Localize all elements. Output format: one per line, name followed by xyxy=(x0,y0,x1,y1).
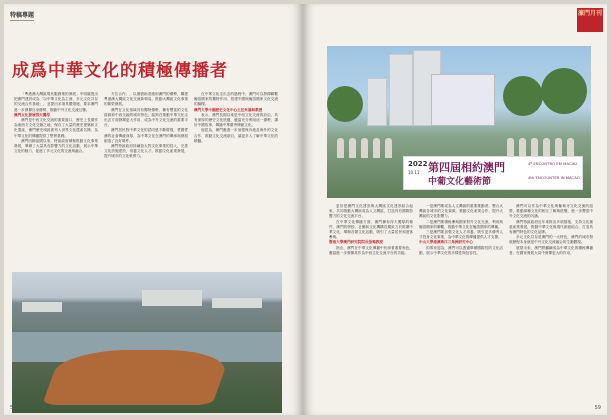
left-column-3 xyxy=(194,92,278,270)
paragraph: 更好把澳門文化建設與大灣區文化建設結合起來，共同推動大灣區成為人文灣區，打造具有國際影響力的文化交流平台。 xyxy=(329,204,413,219)
person xyxy=(567,138,574,158)
right-column-1 xyxy=(329,204,413,408)
photo-building xyxy=(22,302,62,312)
person xyxy=(349,138,356,158)
paragraph: 澳門回歸祖國以來，特區政府積極推動文化事業發展，舉辦了大量具有影響力的文化活動，展示中華文化的魅力，促進了多元文化的交流與融合。 xyxy=(14,138,98,154)
right-column-2 xyxy=(419,204,503,408)
photo-building xyxy=(212,298,262,308)
person xyxy=(361,138,368,158)
paragraph: 澳門居民對中華文化的認同感不斷增強，愛國愛澳的社會傳統深厚，為中華文化在澳門的傳承與發展創造了良好條件。 xyxy=(104,128,188,143)
festival-photo xyxy=(327,46,591,198)
left-column-1 xyxy=(14,92,98,270)
page-number: 59 xyxy=(594,405,601,411)
banner-english-line-1: 4º ENCONTRO EM MACAU xyxy=(528,161,577,166)
photo-tree xyxy=(541,68,587,114)
paragraph: 在中華文化走出去的過程中，澳門可以發揮聯繫葡語國家的獨特作用，搭建中國與葡語國家文化交流的橋樑。 xyxy=(194,92,278,107)
subheading: 暨南大學澳門研究院院長張鳴教授 xyxy=(329,240,383,245)
paragraph: 澳門可以作為中華文化與葡萄牙文化交流的紐帶，推動兩種文化的相互了解與借鑒，進一步豐富中外文化交流的內涵。 xyxy=(509,204,593,219)
paragraph: 澳門特區政府近年來推出多項措施，支持文化創意產業發展，推動中華文化與現代創意結合，打造具有澳門特色的文化品牌。 xyxy=(509,219,593,235)
right-page xyxy=(303,4,607,415)
person xyxy=(507,138,514,158)
paragraph: 在中華文化傳播方面，澳門擁有得天獨厚的條件，澳門的學校、社團和文化機構長期致力於推廣中華文化，舉辦各類文化活動，吸引了大量居民和遊客參與。 xyxy=(329,219,413,240)
aerial-photo xyxy=(12,272,282,413)
paragraph: 表示，澳門長期以來是中西文化交流的前沿，具有深厚的歷史文化底蘊，應當充分利用這一優勢，講好中國故事，傳播中華優秀傳統文化。 xyxy=(194,112,278,128)
display-board xyxy=(431,74,495,126)
photo-tower xyxy=(367,78,387,126)
photo-tower xyxy=(389,54,413,126)
people-row xyxy=(327,138,591,158)
photo-building xyxy=(142,290,202,306)
banner-title-line-1: 第四屆相約澳門 xyxy=(428,161,505,174)
photo-tree xyxy=(327,86,363,122)
paragraph: 方位合作」，以期借助香港和澳門的優勢，構建粵港澳大灣區文化交流新格局，推動大灣區文化事業的繁榮發展。 xyxy=(104,92,188,107)
paragraph: 三是澳門要加強文化人才培養，吸引更多優秀人才投身文化事業，為中華文化的傳播提供人才支撐。 xyxy=(419,230,503,240)
person xyxy=(385,138,392,158)
subheading: 澳門大學中國歷史文化中心主任朱鴻林教授 xyxy=(194,107,263,112)
subheading: 澳門文化發展得天獨厚 xyxy=(14,112,50,117)
paragraph: 二是澳門要積極參與國家對外文化交流，利用與葡語國家的聯繫，推動中華文化在葡語國家的傳播。 xyxy=(419,219,503,229)
right-column-3 xyxy=(509,204,593,408)
photo-field xyxy=(42,350,232,405)
left-page xyxy=(4,4,303,415)
article-headline: 成爲中華文化的積極傳播者 xyxy=(12,61,228,81)
paragraph: 的專家認為，澳門可以透過舉辦國際性的文化活動，展示中華文化的多樣性與包容性。 xyxy=(419,245,503,255)
person xyxy=(531,138,538,158)
paragraph: 一是澳門要成為人文灣區的重要推動者，整合大灣區各城市的文化資源，推動文化產業合作，提升大灣區的文化影響力。 xyxy=(419,204,503,219)
left-column-2 xyxy=(104,92,188,270)
person xyxy=(519,138,526,158)
person xyxy=(543,138,550,158)
festival-banner xyxy=(403,156,583,190)
paragraph: 澳門特區政府持續加大對文化事業的投入，完善文化設施建設，培養文化人才，推動文化產業發展，提升城市的文化軟實力。 xyxy=(104,144,188,159)
page-number: 56 xyxy=(10,405,17,411)
paragraph: 多元文化共存是澳門的一大特色，澳門的城市發展歷程本身就是中外文化交流融合的生動體現。 xyxy=(509,235,593,245)
banner-date: 10.11 xyxy=(408,170,420,175)
paragraph: 澳門在文化領域具有獨特優勢，擁有豐富的文化資源和中西交融的城市特色，能夠在推動中華文化走出去方面發揮更大作用，成為中外文化交流的重要平台。 xyxy=(104,107,188,128)
paragraph: 展望未來，澳門將繼續成為中華文化的積極傳播者，在國家發展大局中發揮更大的作用。 xyxy=(509,245,593,255)
banner-year: 2022 xyxy=(408,160,428,168)
section-tab: 特稿專題 xyxy=(10,12,35,19)
person xyxy=(337,138,344,158)
paragraph: 指出，澳門在中華文化傳播中扮演著重要角色，應當進一步發揮其作為中西文化交流平台的功能。 xyxy=(329,245,413,255)
person xyxy=(373,138,380,158)
banner-title-line-2: 中葡文化藝術節 xyxy=(428,177,492,187)
banner-english-line-2: 4th ENCOUNTER IN MACAO xyxy=(528,175,580,180)
paragraph: 「粵港澳大灣區現代服務業的發展」中明確提出把澳門建設成為「以中華文化為主流、多元文化共存的交流合作基地」，並提出多項具體措施，要求澳門進一步發揮自身優勢，推動中外文化交流互鑒。 xyxy=(14,92,98,112)
photo-tree xyxy=(503,76,543,116)
magazine-logo: 濠門月刊 xyxy=(577,8,603,32)
person xyxy=(555,138,562,158)
paragraph: 澳門是中西文化交流的重要窗口，歷史上長期作為東西方文化交匯之地，保存了大量的歷史建築和文化遺產，澳門歷史城區被列入世界文化遺產名錄，為中華文化的傳播提供了堅實基礎。 xyxy=(14,118,98,138)
subheading: 中山大學港澳珠江三角洲研究中心 xyxy=(419,240,473,245)
paragraph: 他認為，澳門應進一步加強與內地及海外的文化合作，推動文化交流項目，讓更多人了解中華文化的精髓。 xyxy=(194,128,278,143)
